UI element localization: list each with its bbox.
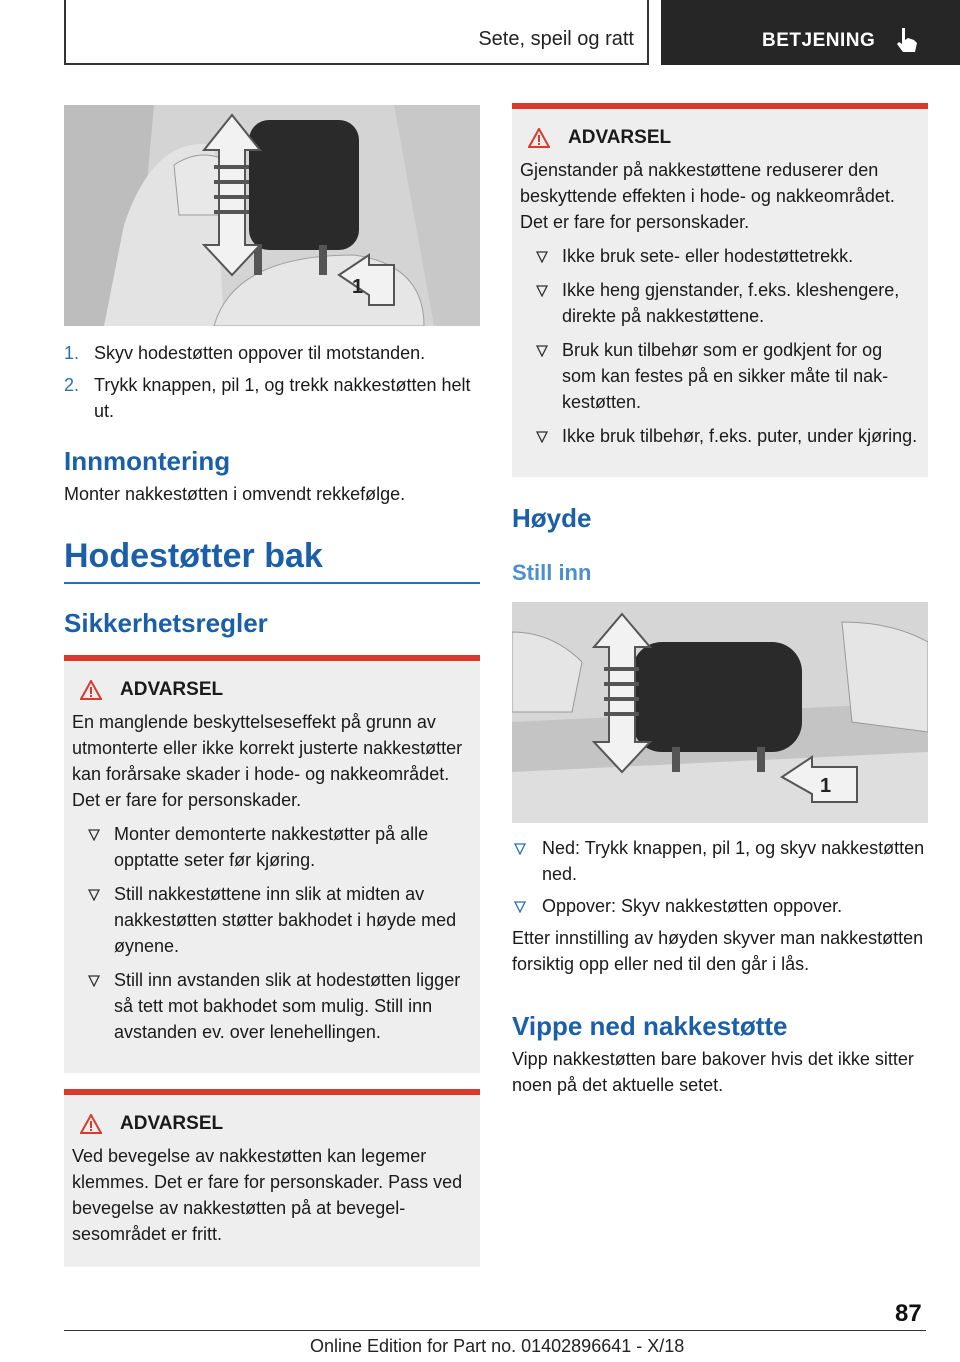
list-item xyxy=(64,340,480,366)
warning-text: Ved bevegelse av nakkestøtten kan legemer klemmes. Det er fare for personskader. Pass ved bevegelse av nakkestøtten på at bevegelsesområdet er fritt. xyxy=(72,1146,463,1244)
removal-steps xyxy=(64,340,480,424)
warning-title-text: ADVARSEL xyxy=(120,679,224,700)
bullet-text: Ikke bruk sete- eller hodestøttetrekk. xyxy=(562,246,854,266)
header-section-title: Sete, speil og ratt xyxy=(478,28,634,50)
after-adjust-text: Etter innstilling av høyden skyver man nakkestøtten forsiktig opp eller ned til den går i lås. xyxy=(512,928,924,974)
bullet-triangle-icon xyxy=(88,975,100,987)
warning-bullets xyxy=(72,821,472,1045)
list-item xyxy=(512,835,928,887)
list-item xyxy=(72,821,472,873)
bullet-triangle-icon xyxy=(536,251,548,263)
bullet-text: Ned: Trykk knappen, pil 1, og skyv nakkestøtten ned. xyxy=(542,838,925,884)
bullet-text: Ikke bruk tilbehør, f.eks. puter, under kjøring. xyxy=(562,426,918,446)
adjust-heading: Still inn xyxy=(512,560,592,585)
warning-text: En manglende beskyttelseseffekt på grunn av utmonterte eller ikke korrekt justerte nakkestøtter kan forårsake skader i hode- og nakkeområdet. Det er fare for personskader. xyxy=(72,712,463,810)
bullet-triangle-icon xyxy=(514,901,526,913)
pointing-hand-icon xyxy=(893,26,919,59)
list-item xyxy=(520,243,920,269)
warning-triangle-icon xyxy=(528,128,550,148)
bullet-triangle-icon xyxy=(514,843,526,855)
main-heading: Hodestøtter bak xyxy=(64,537,323,575)
innmontering-heading: Innmontering xyxy=(64,446,231,476)
warning-title-text: ADVARSEL xyxy=(120,1113,224,1134)
bullet-triangle-icon xyxy=(88,889,100,901)
bullet-triangle-icon xyxy=(88,829,100,841)
footer-edition: Online Edition for Part no. 01402896641 - X/18 xyxy=(310,1336,685,1356)
bullet-text: Ikke heng gjenstander, f.eks. kleshengere, direkte på nakkestøttene. xyxy=(562,280,900,326)
step-number: 2. xyxy=(64,375,80,395)
headrest-adjust-figure xyxy=(512,602,928,823)
warning-box xyxy=(64,1089,480,1267)
headrest-removal-figure xyxy=(64,105,480,326)
bullet-text: Still inn avstanden slik at hodestøtten ligger så tett mot bakhodet som mulig. Still inn avstanden ev. over lenehellingen. xyxy=(114,970,461,1042)
warning-bullets xyxy=(520,243,920,449)
right-column xyxy=(512,103,928,1098)
height-heading: Høyde xyxy=(512,503,592,533)
header-border-bottom xyxy=(64,63,649,65)
adjust-bullets xyxy=(512,835,928,919)
warning-triangle-icon xyxy=(80,1114,102,1134)
bullet-triangle-icon xyxy=(536,431,548,443)
warning-title xyxy=(80,1113,472,1135)
list-item xyxy=(520,423,920,449)
step-text: Skyv hodestøtten oppover til motstanden. xyxy=(94,343,426,363)
heading-rule xyxy=(64,582,480,584)
innmontering-text: Monter nakkestøtten i omvendt rekkefølge. xyxy=(64,484,406,504)
safety-rules-heading: Sikkerhetsregler xyxy=(64,608,268,638)
bullet-text: Monter demonterte nakkestøtter på alle opptatte seter før kjøring. xyxy=(114,824,429,870)
warning-title xyxy=(528,127,920,149)
list-item xyxy=(520,277,920,329)
list-item xyxy=(72,967,472,1045)
left-column xyxy=(64,105,480,1267)
header-border-left xyxy=(64,0,66,65)
page-number: 87 xyxy=(895,1300,922,1327)
step-text: Trykk knappen, pil 1, og trekk nakkestøtten helt ut. xyxy=(94,375,471,421)
tilt-heading: Vippe ned nakkestøtte xyxy=(512,1011,788,1041)
bullet-text: Oppover: Skyv nakkestøtten oppover. xyxy=(542,896,843,916)
warning-title-text: ADVARSEL xyxy=(568,127,672,148)
step-number: 1. xyxy=(64,343,80,363)
bullet-triangle-icon xyxy=(536,345,548,357)
header-chapter-tab xyxy=(661,0,960,65)
footer-rule xyxy=(64,1330,926,1331)
tilt-text: Vipp nakkestøtten bare bakover hvis det ikke sitter noen på det aktuelle setet. xyxy=(512,1049,914,1095)
figure-callout-label: 1 xyxy=(820,775,832,797)
list-item xyxy=(520,337,920,415)
bullet-text: Bruk kun tilbehør som er godkjent for og som kan festes på en sikker måte til nakkestøtten. xyxy=(562,340,889,412)
figure-callout-label: 1 xyxy=(352,276,364,298)
list-item xyxy=(64,372,480,424)
list-item xyxy=(512,893,928,919)
warning-text: Gjenstander på nakkestøttene reduserer den beskyttende effekten i hode- og nakkeområdet. Det er fare for personskader. xyxy=(520,160,895,232)
warning-triangle-icon xyxy=(80,680,102,700)
warning-box xyxy=(512,103,928,477)
bullet-triangle-icon xyxy=(536,285,548,297)
warning-title xyxy=(80,679,472,701)
header-border-right xyxy=(647,0,649,65)
header-chapter-label: BETJENING xyxy=(762,30,876,51)
bullet-text: Still nakkestøttene inn slik at midten av nakkestøtten støtter bakhodet i høyde med øynene. xyxy=(114,884,457,956)
warning-box xyxy=(64,655,480,1073)
list-item xyxy=(72,881,472,959)
